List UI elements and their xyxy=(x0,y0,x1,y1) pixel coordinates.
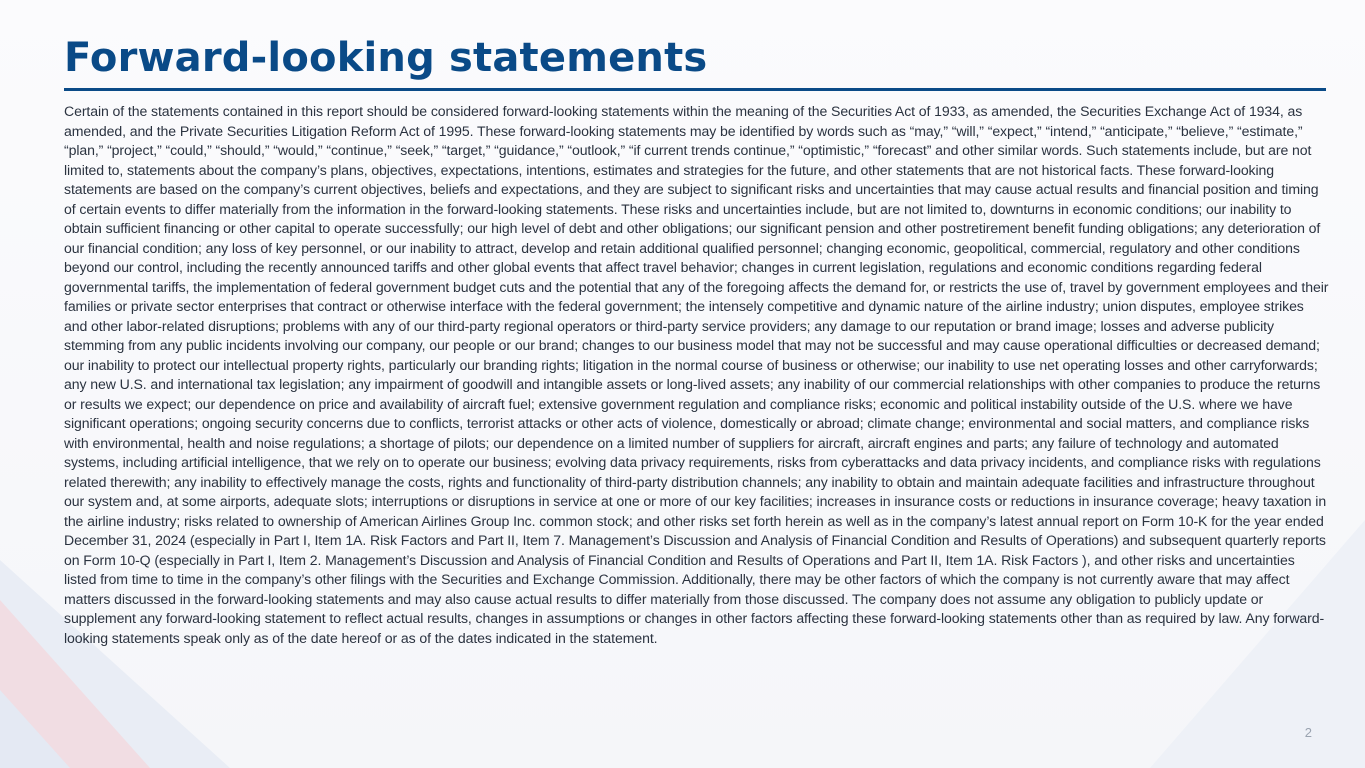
disclaimer-body: Certain of the statements contained in this report should be considered forward-looking statements within the meaning of the Securities Act of 1933, as amended, the Securities Exchange Act of 1934, as amended, and the Private Securities Litigation Reform Act of 1995. These forward-looking statements may be identified by words such as “may,” “will,” “expect,” “intend,” “anticipate,” “believe,” “estimate,” “plan,” “project,” “could,” “should,” “would,” “continue,” “seek,” “target,” “guidance,” “outlook,” “if current trends continue,” “optimistic,” “forecast” and other similar words. Such statements include, but are not limited to, statements about the company’s plans, objectives, expectations, intentions, estimates and strategies for the future, and other statements that are not historical facts. These forward-looking statements are based on the company’s current objectives, beliefs and expectations, and they are subject to significant risks and uncertainties that may cause actual results and financial position and timing of certain events to differ materially from the information in the forward-looking statements. These risks and uncertainties include, but are not limited to, downturns in economic conditions; our inability to obtain sufficient financing or other capital to operate successfully; our high level of debt and other obligations; our significant pension and other postretirement benefit funding obligations; any deterioration of our financial condition; any loss of key personnel, or our inability to attract, develop and retain additional qualified personnel; changing economic, geopolitical, commercial, regulatory and other conditions beyond our control, including the recently announced tariffs and other global events that affect travel behavior; changes in current legislation, regulations and economic conditions regarding federal governmental tariffs, the implementation of federal government budget cuts and the potential that any of the foregoing affects the demand for, or restricts the use of, travel by government employees and their families or private sector enterprises that contract or otherwise interface with the federal government; the intensely competitive and dynamic nature of the airline industry; union disputes, employee strikes and other labor-related disruptions; problems with any of our third-party regional operators or third-party service providers; any damage to our reputation or brand image; losses and adverse publicity stemming from any public incidents involving our company, our people or our brand; changes to our business model that may not be successful and may cause operational difficulties or decreased demand; our inability to protect our intellectual property rights, particularly our branding rights; litigation in the normal course of business or otherwise; our inability to use net operating losses and other carryforwards; any new U.S. and international tax legislation; any impairment of goodwill and intangible assets or long-lived assets; any inability of our commercial relationships with other companies to produce the returns or results we expect; our dependence on price and availability of aircraft fuel; extensive government regulation and compliance risks; economic and political instability outside of the U.S. where we have significant operations; ongoing security concerns due to conflicts, terrorist attacks or other acts of violence, domestically or abroad; climate change; environmental and social matters, and compliance risks with environmental, health and noise regulations; a shortage of pilots; our dependence on a limited number of suppliers for aircraft, aircraft engines and parts; any failure of technology and automated systems, including artificial intelligence, that we rely on to operate our business; evolving data privacy requirements, risks from cyberattacks and data privacy incidents, and compliance risks with regulations related therewith; any inability to effectively manage the costs, rights and functionality of third-party distribution channels; any inability to obtain and maintain adequate facilities and infrastructure throughout our system and, at some airports, adequate slots; interruptions or disruptions in service at one or more of our key facilities; increases in insurance costs or reductions in insurance coverage; heavy taxation in the airline industry; risks related to ownership of American Airlines Group Inc. common stock; and other risks set forth herein as well as in the company’s latest annual report on Form 10-K for the year ended December 31, 2024 (especially in Part I, Item 1A. Risk Factors and Part II, Item 7. Management’s Discussion and Analysis of Financial Condition and Results of Operations) and subsequent quarterly reports on Form 10-Q (especially in Part I, Item 2. Management’s Discussion and Analysis of Financial Condition and Results of Operations and Part II, Item 1A. Risk Factors ), and other risks and uncertainties listed from time to time in the company’s other filings with the Securities and Exchange Commission. Additionally, there may be other factors of which the company is not currently aware that may affect matters discussed in the forward-looking statements and may also cause actual results to differ materially from those discussed. The company does not assume any obligation to publicly update or supplement any forward-looking statement to reflect actual results, changes in assumptions or changes in other factors affecting these forward-looking statements other than as required by law. Any forward-looking statements speak only as of the date hereof or as of the dates indicated in the statement. xyxy=(64,103,1329,646)
slide-title: Forward-looking statements xyxy=(64,35,708,81)
page-number: 2 xyxy=(1304,725,1312,740)
title-divider xyxy=(64,88,1326,91)
